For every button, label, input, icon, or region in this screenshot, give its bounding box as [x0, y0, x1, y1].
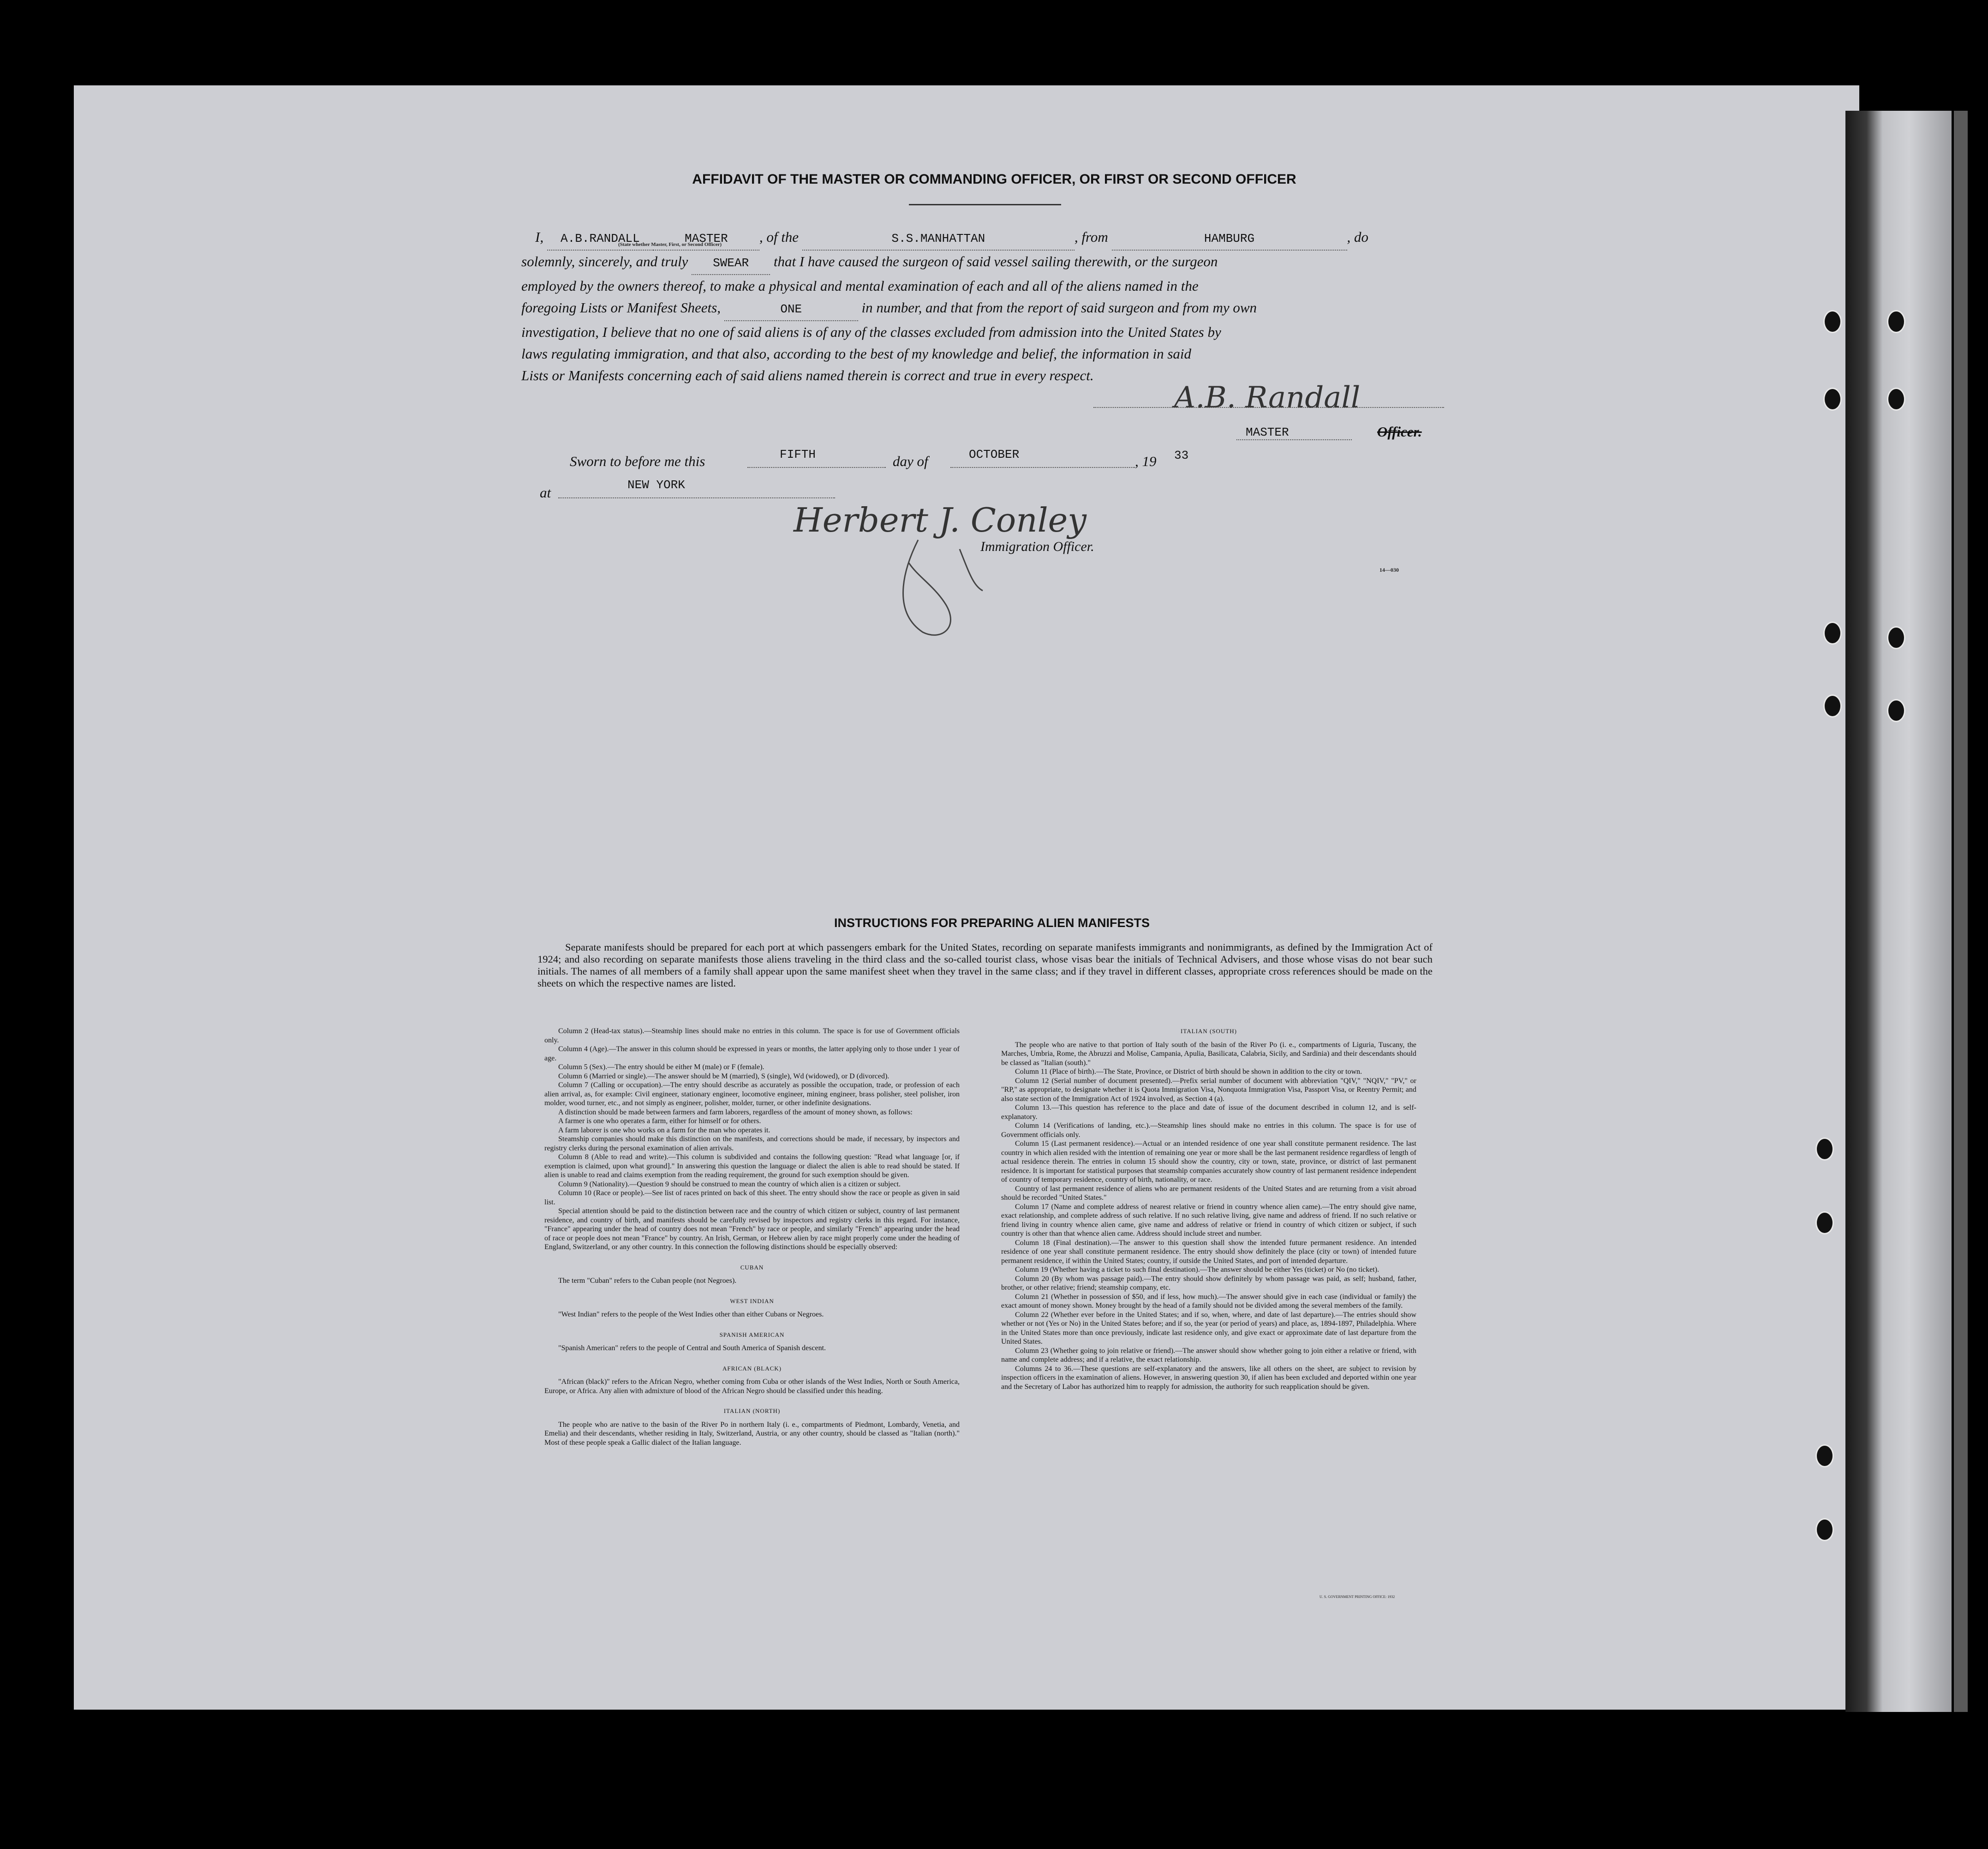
rank-note: (State whether Master, First, or Second Officer)	[618, 242, 722, 247]
immigration-officer-signature: Herbert J. Conley	[794, 501, 1087, 539]
sworn-day: FIFTH	[780, 448, 816, 461]
departure-port-field: HAMBURG	[1112, 228, 1347, 251]
section-heading-cuban: CUBAN	[740, 1263, 764, 1271]
section-heading-spanish-american: SPANISH AMERICAN	[719, 1331, 785, 1338]
instruction-paragraph: Column 14 (Verifications of landing, etc.).—Steamship lines should make no entries in this column. The space is for use of Government officials only.	[1001, 1122, 1416, 1139]
section-heading-italian-north: ITALIAN (NORTH)	[723, 1407, 781, 1414]
place-line	[558, 497, 835, 498]
instruction-paragraph: A farmer is one who operates a farm, either for himself or for others.	[558, 1117, 761, 1125]
section-heading-west-indian: WEST INDIAN	[730, 1297, 774, 1304]
title-divider	[909, 204, 1061, 205]
instruction-paragraph: Column 2 (Head-tax status).—Steamship lines should make no entries in this column. The space is for use of Government officials only.	[544, 1027, 960, 1044]
instruction-paragraph: A distinction should be made between farmers and farm laborers, regardless of the amount of money shown, as follows:	[558, 1108, 913, 1116]
affidavit-line-2: solemnly, sincerely, and truly SWEAR that I have caused the surgeon of said vessel sailing therewith, or the surgeon	[521, 251, 1444, 275]
punch-hole	[1815, 1211, 1834, 1234]
sworn-year: 33	[1174, 449, 1189, 462]
instructions-intro: Separate manifests should be prepared for each port at which passengers embark for the United States, recording on separate manifests immigrants and nonimmigrants, as defined by the Immigration Act of 1924; and also recording on separate manifests those aliens traveling in the third class and the so-called tourist class, whose visas bear the initials of Technical Advisers, and those whose visas do not bear such initials. The names of all members of a family shall appear upon the same manifest sheet when they travel in the same class; and if they travel in different classes, appropriate cross references should be made on the sheets on which the respective names are listed.	[537, 941, 1433, 989]
sheet-count-field: ONE	[724, 299, 858, 321]
instruction-paragraph: The term "Cuban" refers to the Cuban people (not Negroes).	[558, 1277, 737, 1285]
form-number: 14—030	[1379, 567, 1399, 573]
vessel-field: S.S.MANHATTAN	[802, 228, 1075, 251]
instructions-title: INSTRUCTIONS FOR PREPARING ALIEN MANIFESTS	[834, 916, 1150, 930]
punch-hole	[1823, 310, 1842, 333]
instruction-paragraph: Column 9 (Nationality).—Question 9 should be construed to mean the country of which alien is a citizen or subject.	[558, 1180, 901, 1188]
instruction-paragraph: Column 6 (Married or single).—The answer should be M (married), S (single), Wd (widowed), or D (divorced).	[558, 1072, 890, 1080]
instruction-paragraph: The people who are native to the basin of the River Po in northern Italy (i. e., compartments of Piedmont, Lombardy, Venetia, and Emelia) and their descendants, whether residing in Italy, Switzerland, Austria, or any other country, should be classed as "Italian (north)." Most of these people speak a Gallic dialect of the Italian language.	[544, 1420, 960, 1447]
section-heading-african: AFRICAN (BLACK)	[722, 1364, 782, 1372]
master-signature: A.B. Randall	[1174, 381, 1361, 415]
instruction-paragraph: The people who are native to that portion of Italy south of the basin of the River Po (i. e., compartments of Liguria, Tuscany, the Marches, Umbria, Rome, the Abruzzi and Molise, Campania, Apulia, Basilicata, Calabria, Sicily, and Sardinia) and their descendants should be classed as "Italian (south)."	[1001, 1041, 1416, 1067]
oath-field: SWEAR	[692, 252, 770, 275]
affidavit-body	[521, 226, 1444, 386]
instruction-paragraph: A farm laborer is one who works on a farm for the man who operates it.	[558, 1126, 770, 1134]
instruction-paragraph: "Spanish American" refers to the people of Central and South America of Spanish descent.	[558, 1344, 826, 1352]
officer-rank-field: MASTER	[653, 228, 759, 251]
year-prefix: , 19	[1135, 453, 1157, 469]
instruction-paragraph: Columns 24 to 36.—These questions are self-explanatory and the answers, like all others on the sheet, are subject to revision by inspection officers in the examination of aliens. However, in answering question 30, if alien has been excluded and deported within one year and the Secretary of Labor has authorized him to reapply for admission, the authority for such reapplication should be given.	[1001, 1364, 1416, 1391]
affidavit-title: AFFIDAVIT OF THE MASTER OR COMMANDING OFFICER, OR FIRST OR SECOND OFFICER	[692, 172, 1296, 187]
instruction-paragraph: Column 4 (Age).—The answer in this column should be expressed in years or months, the latter applying only to those under 1 year of age.	[544, 1045, 960, 1062]
punch-hole	[1815, 1137, 1834, 1161]
affidavit-line-5: investigation, I believe that no one of said aliens is of any of the classes excluded from admission into the United States by	[521, 324, 1221, 340]
affidavit-line-7: Lists or Manifests concerning each of said aliens named therein is correct and true in every respect.	[521, 367, 1094, 383]
instruction-paragraph: Column 22 (Whether ever before in the United States; and if so, when, where, and date of last departure).—The entries should show whether or not (Yes or No) in the United States before; and if so, the year (or period of years) and place, as, 1894-1897, Philadelphia. Where in the United States more than once previously, indicate last residence only, and give exact or approximate date of last departure from the United States.	[1001, 1310, 1416, 1346]
punch-hole	[1887, 310, 1905, 333]
title-line	[1236, 439, 1352, 440]
immigration-officer-title: Immigration Officer.	[980, 539, 1094, 554]
instruction-paragraph: Column 7 (Calling or occupation).—The entry should describe as accurately as possible the occupation, trade, or profession of each alien arrival, as, for example: Civil engineer, stationary engineer, locomotive engineer, mining engineer, brass polisher, steel polisher, iron molder, wood turner, etc., and not simply as engineer, polisher, molder, turner, or other indefinite designations.	[544, 1081, 960, 1107]
section-heading-italian-south: ITALIAN (SOUTH)	[1181, 1028, 1237, 1035]
affidavit-line-4: foregoing Lists or Manifest Sheets, ONE in number, and that from the report of said surgeon and from my own	[521, 297, 1444, 321]
punch-hole	[1823, 622, 1842, 645]
instruction-paragraph: Column 11 (Place of birth).—The State, Province, or District of birth should be shown in addition to the city or town.	[1015, 1068, 1362, 1076]
affidavit-line-6: laws regulating immigration, and that also, according to the best of my knowledge and belief, the information in said	[521, 346, 1192, 362]
title-under-signature: MASTER	[1246, 425, 1289, 439]
instruction-paragraph: Column 13.—This question has reference to the place and date of issue of the document described in column 12, and is self-explanatory.	[1001, 1104, 1416, 1121]
month-line	[950, 467, 1135, 468]
instruction-paragraph: Special attention should be paid to the distinction between race and the country of which citizen or subject, country of last permanent residence, and country of birth, and manifests should be carefully revised by inspectors and registry clerks in this regard. For instance, "France" appearing under the head of country does not mean "French" by race or people, and similarly "French" appearing under the head of race or people does not mean "France" by country. An Irish, German, or Hebrew alien by race might properly come under the heading of England, Switzerland, or any other country. In this connection the following distinctions should be especially observed:	[544, 1207, 960, 1251]
officer-name-field: A.B.RANDALL	[547, 228, 653, 251]
instruction-paragraph: Column 18 (Final destination).—The answer to this question shall show the intended future permanent residence. An intended residence of one year shall constitute permanent residence. The entry should show definitely the place (city or town) of intended future permanent residence, if within the United States; country, if outside the United States, and port of intended departure.	[1001, 1239, 1416, 1265]
punch-hole	[1887, 388, 1905, 411]
instruction-paragraph: Column 15 (Last permanent residence).—Actual or an intended residence of one year shall constitute permanent residence. The last country in which alien resided with the intention of remaining one year or more shall be the last permanent residence regardless of length of actual residence therein. The entries in column 15 should show the country, city or town, state, province, or district of last permanent residence. It is important for statistical purposes that steamship companies accurately show country of last permanent residence independent of country of temporary residence, country of birth, nationality, or race.	[1001, 1140, 1416, 1184]
at-label: at	[540, 485, 551, 501]
instruction-paragraph: Column 5 (Sex).—The entry should be either M (male) or F (female).	[558, 1063, 764, 1071]
instruction-paragraph: Country of last permanent residence of aliens who are permanent residents of the United States and are returning from a visit abroad should be recorded "United States."	[1001, 1185, 1416, 1202]
sworn-place: NEW YORK	[627, 478, 685, 492]
instructions-right-column	[1001, 1027, 1416, 1391]
instruction-paragraph: Column 21 (Whether in possession of $50, and if less, how much).—The answer should give in each case (individual or family) the exact amount of money shown. Money brought by the head of a family should not be divided among the several members of the family.	[1001, 1293, 1416, 1310]
binder-edge	[1845, 111, 1952, 1712]
instruction-paragraph: "West Indian" refers to the people of the West Indies other than either Cubans or Negroes.	[558, 1310, 824, 1318]
affidavit-line-3: employed by the owners thereof, to make a physical and mental examination of each and all of the aliens named in the	[521, 278, 1199, 294]
punch-hole	[1823, 388, 1842, 411]
punch-hole	[1815, 1444, 1834, 1467]
instruction-paragraph: Column 19 (Whether having a ticket to such final destination).—The answer should be either Yes (ticket) or No (no ticket).	[1015, 1266, 1379, 1274]
instruction-paragraph: Column 10 (Race or people).—See list of races printed on back of this sheet. The entry should show the race or people as given in said list.	[544, 1189, 960, 1206]
punch-hole	[1823, 694, 1842, 718]
struck-officer-word: Officer.	[1377, 424, 1422, 440]
sworn-prefix: Sworn to before me this	[570, 453, 705, 469]
instructions-left-column	[544, 1027, 960, 1447]
instruction-paragraph: Column 12 (Serial number of document presented).—Prefix serial number of document with abbreviation "QIV," "NQIV," "PV," or "RP," as appropriate, to designate whether it is Quota Immigration Visa, Nonquota Immigration Visa, Passport Visa, or Reentry Permit; and also state section of the Immigration Act of 1924 involved, as Section 4 (a).	[1001, 1077, 1416, 1103]
instruction-paragraph: Steamship companies should make this distinction on the manifests, and corrections should be made, if necessary, by inspectors and registry clerks during the personal examination of alien arrivals.	[544, 1135, 960, 1152]
printer-note: U. S. GOVERNMENT PRINTING OFFICE: 1932	[1319, 1595, 1395, 1599]
instruction-paragraph: Column 20 (By whom was passage paid).—The entry should show definitely by whom passage was paid, as self; husband, father, brother, or other relative; friend; steamship company, etc.	[1001, 1275, 1416, 1292]
day-line	[747, 467, 886, 468]
instruction-paragraph: Column 23 (Whether going to join relative or friend).—The answer should show whether going to join either a relative or friend, with name and complete address; and if a relative, the exact relationship.	[1001, 1346, 1416, 1364]
signature-line	[1093, 407, 1444, 408]
punch-hole	[1815, 1518, 1834, 1541]
instruction-paragraph: Column 17 (Name and complete address of nearest relative or friend in country whence alien came).—The entry should give name, exact relationship, and complete address of such relative. If no such relative living, give name and address of friend. If no such relative or friend living in country whence alien came, give name and address of relative or friend in country of which citizen or subject, if such country is other than that whence alien came. Address should include street and number.	[1001, 1203, 1416, 1238]
punch-hole	[1887, 699, 1905, 722]
instruction-paragraph: Column 8 (Able to read and write).—This column is subdivided and contains the following question: "Read what language [or, if exemption is claimed, upon what ground]." In answering this question the language or dialect the alien is able to read should be stated. If alien is unable to read and claims exemption from the reading requirement, the ground for such exemption should be given.	[544, 1153, 960, 1179]
affidavit-line-1: I, A.B.RANDALL MASTER , of the S.S.MANHATTAN , from HAMBURG , do	[521, 226, 1444, 251]
punch-hole	[1887, 626, 1905, 649]
binder-spine	[1954, 111, 1968, 1712]
instruction-paragraph: "African (black)" refers to the African Negro, whether coming from Cuba or other islands of the West Indies, North or South America, Europe, or Africa. Any alien with admixture of blood of the African Negro should be classified under this heading.	[544, 1378, 960, 1395]
day-of-label: day of	[893, 453, 928, 469]
sworn-month: OCTOBER	[969, 448, 1020, 461]
